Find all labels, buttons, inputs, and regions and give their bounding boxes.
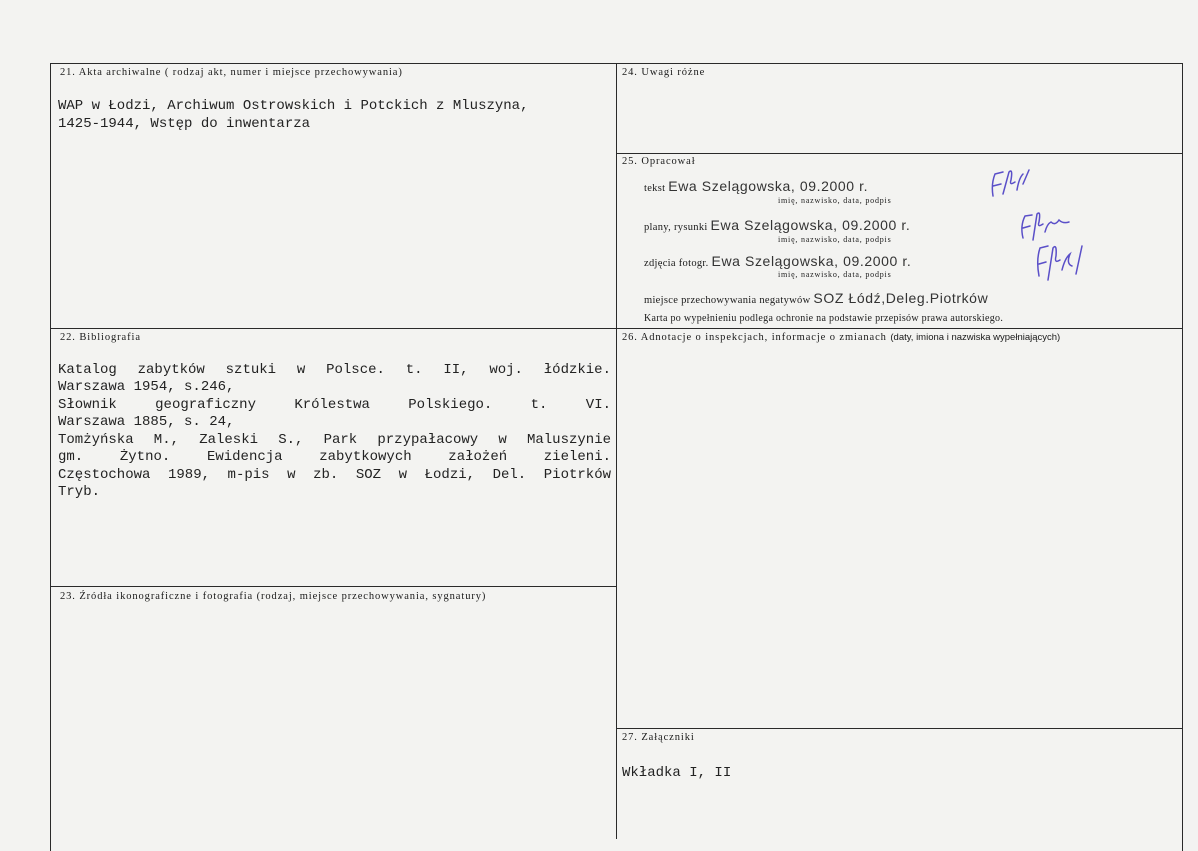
section-22-line-1: Katalog zabytków sztuki w Polsce. t. II, woj. łódzkie.: [58, 362, 611, 378]
section-22-line-7: Częstochowa 1989, m-pis w zb. SOZ w Łodzi, Del. Piotrków: [58, 467, 611, 483]
zdjecia-value: Ewa Szelągowska, 09.2000 r.: [711, 253, 912, 269]
negatywy-row: [644, 290, 988, 306]
section-22-line-3: Słownik geograficzny Królestwa Polskiego. t. VI.: [58, 397, 611, 413]
section-22-line-2: Warszawa 1954, s.246,: [58, 379, 235, 395]
tekst-label: tekst: [644, 183, 666, 194]
section-22-line-4: Warszawa 1885, s. 24,: [58, 414, 235, 430]
right-border: [1182, 63, 1183, 851]
section-27-value: Wkładka I, II: [622, 765, 732, 781]
plany-label: plany, rysunki: [644, 222, 708, 233]
section-22-line-8: Tryb.: [58, 484, 101, 500]
rule-26-27: [616, 728, 1183, 729]
section-26-label-small: (daty, imiona i nazwiska wypełniających): [890, 332, 1061, 343]
signature-1: [985, 164, 1040, 204]
section-22-line-6: gm. Żytno. Ewidencja zabytkowych założeń zieleni.: [58, 449, 611, 465]
rule-21-22: [50, 328, 1183, 329]
plany-value: Ewa Szelągowska, 09.2000 r.: [710, 217, 911, 233]
section-21-line-2: 1425-1944, Wstęp do inwentarza: [58, 116, 311, 132]
section-25-label: 25. Opracował: [622, 156, 696, 167]
tekst-caption: imię, nazwisko, data, podpis: [778, 196, 892, 205]
tekst-row: [644, 178, 868, 194]
section-24-label: 24. Uwagi różne: [622, 67, 706, 78]
section-21-line-1: WAP w Łodzi, Archiwum Ostrowskich i Potckich z Mluszyna,: [58, 98, 529, 114]
section-26-label-main: 26. Adnotacje o inspekcjach, informacje o zmianach: [622, 332, 887, 343]
section-27-label: 27. Załączniki: [622, 732, 695, 743]
section-21-label: 21. Akta archiwalne ( rodzaj akt, numer i miejsce przechowywania): [60, 67, 403, 78]
negatywy-label: miejsce przechowywania negatywów: [644, 295, 811, 306]
tekst-value: Ewa Szelągowska, 09.2000 r.: [668, 178, 869, 194]
rule-24-25: [616, 153, 1183, 154]
section-22-label: 22. Bibliografia: [60, 332, 141, 343]
signature-3: [1030, 240, 1090, 286]
negatywy-value: SOZ Łódź,Deleg.Piotrków: [813, 290, 989, 306]
zdjecia-label: zdjęcia fotogr.: [644, 258, 709, 269]
zdjecia-row: [644, 253, 911, 269]
zdjecia-caption: imię, nazwisko, data, podpis: [778, 270, 892, 279]
section-22-line-5: Tomżyńska M., Zaleski S., Park przypałacowy w Maluszynie: [58, 432, 611, 448]
rule-22-23: [50, 586, 617, 587]
section-23-label: 23. Źródła ikonograficzne i fotografia (rodzaj, miejsce przechowywania, sygnatury): [60, 591, 487, 602]
plany-row: [644, 217, 910, 233]
section-26-label: [622, 332, 1060, 343]
middle-divider: [616, 63, 617, 839]
left-border: [50, 63, 51, 851]
copyright-note: Karta po wypełnieniu podlega ochronie na podstawie przepisów prawa autorskiego.: [644, 313, 1004, 324]
plany-caption: imię, nazwisko, data, podpis: [778, 235, 892, 244]
